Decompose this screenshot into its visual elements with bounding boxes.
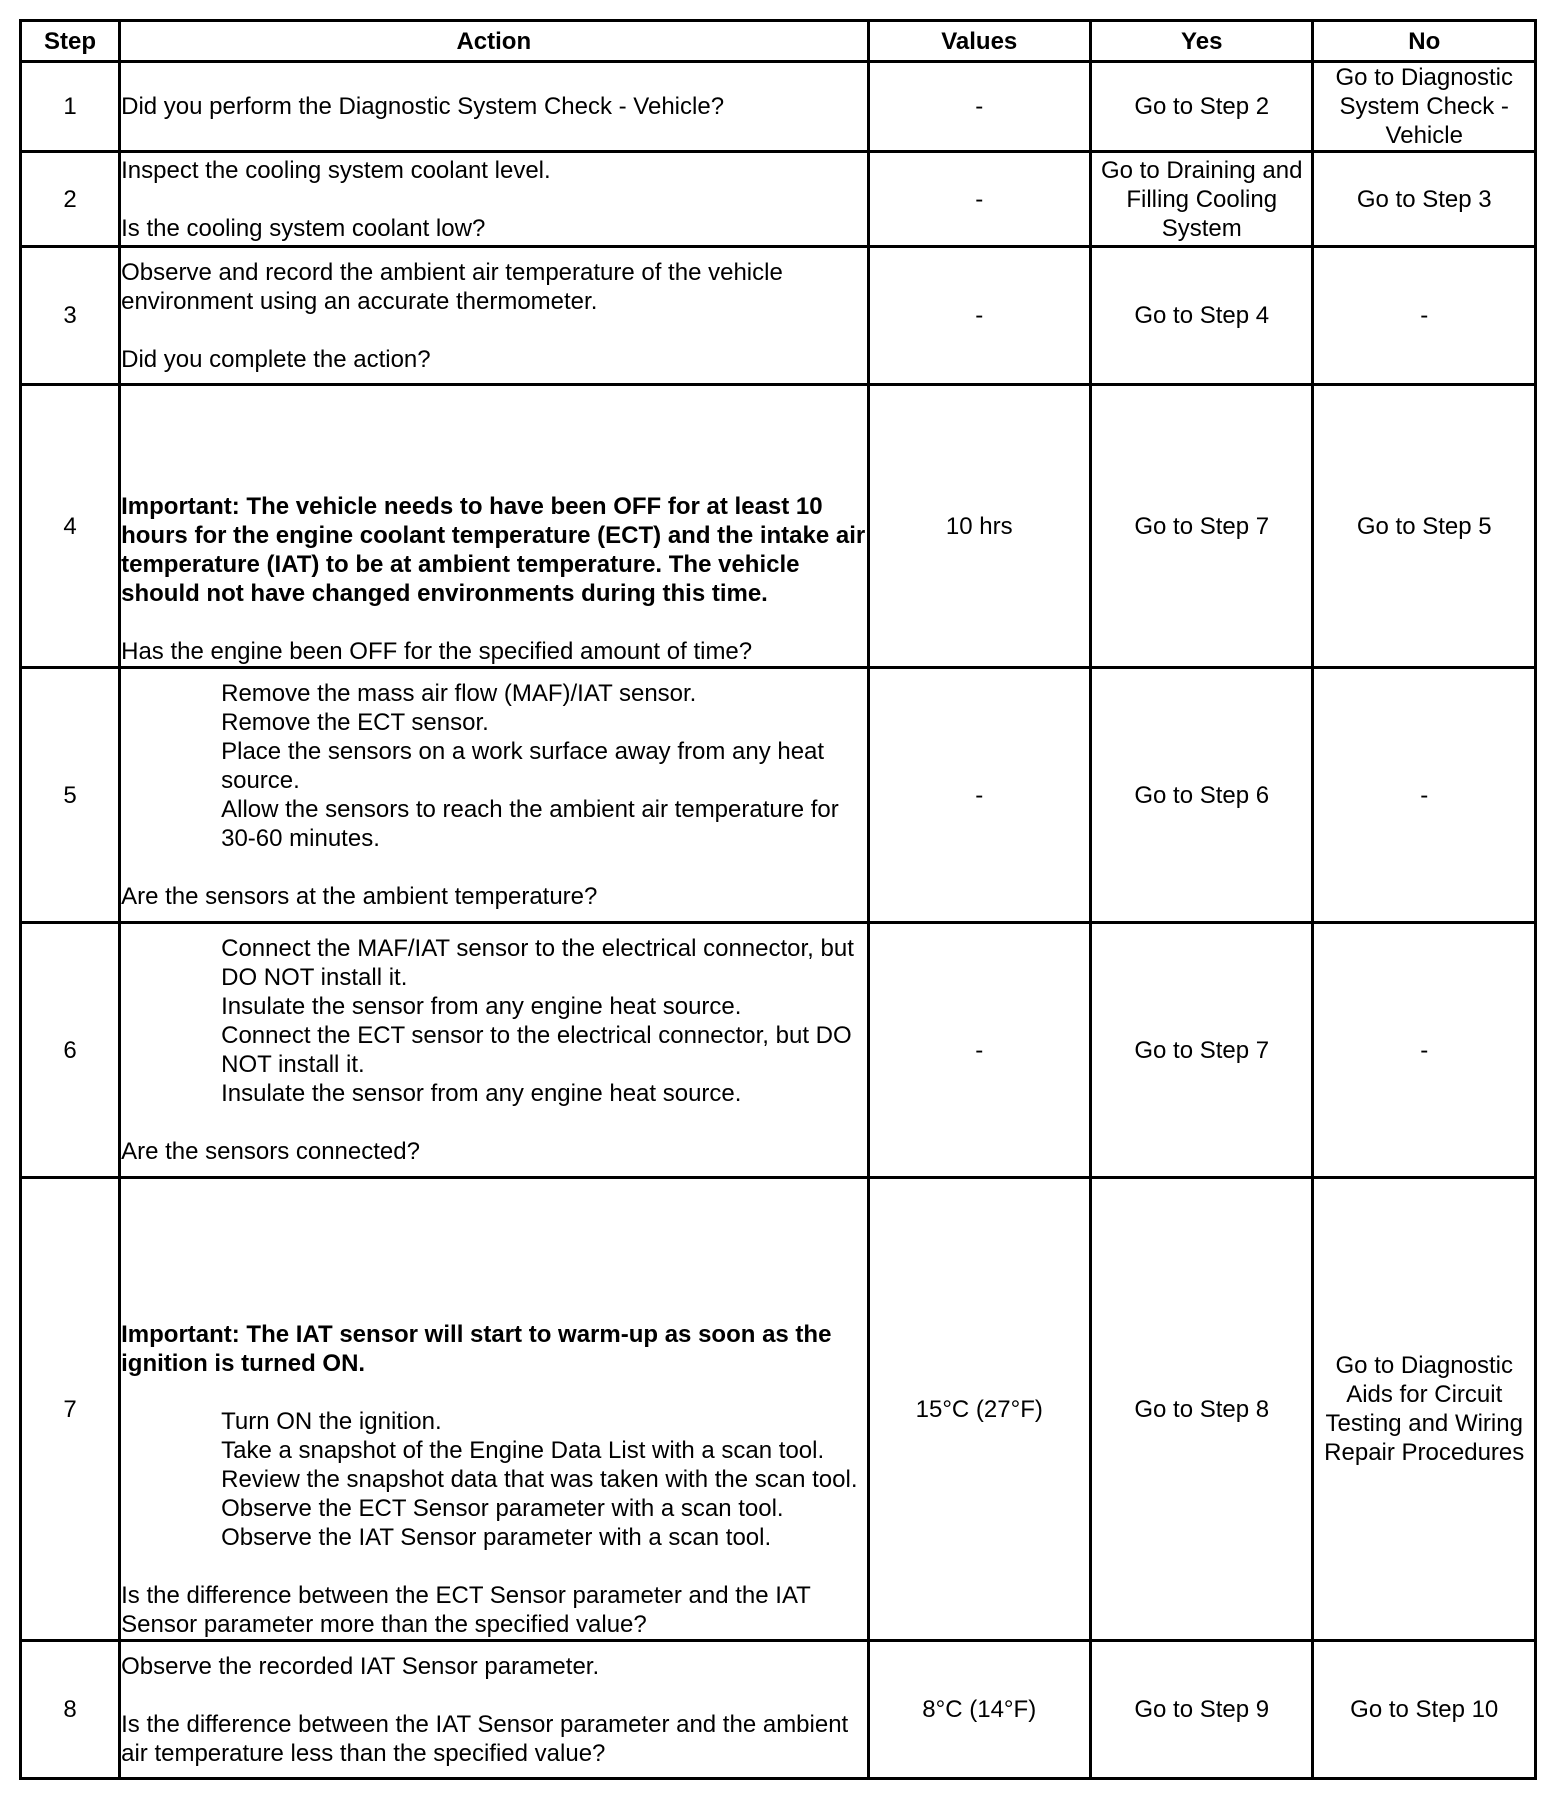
value-cell: - [868,923,1090,1178]
step-number: 3 [21,247,120,385]
action-question: Has the engine been OFF for the specified amount of time? [121,638,753,665]
step-number: 7 [21,1178,120,1641]
yes-link[interactable]: Go to Step 4 [1090,247,1312,385]
table-row [21,62,1536,152]
list-item: Insulate the sensor from any engine heat source. [221,993,742,1020]
action-question: Is the difference between the IAT Sensor parameter and the ambient air temperature less than the specified value? [121,1710,849,1767]
header-values: Values [868,21,1090,62]
list-item: Allow the sensors to reach the ambient air temperature for 30-60 minutes. [221,796,839,852]
no-link[interactable]: Go to Diagnostic System Check - Vehicle [1313,62,1536,152]
list-item: Connect the MAF/IAT sensor to the electrical connector, but DO NOT install it. [221,935,854,991]
action-question: Is the difference between the ECT Sensor parameter and the IAT Sensor parameter more than the specified value? [121,1582,811,1638]
yes-link[interactable]: Go to Step 6 [1090,668,1312,923]
header-yes: Yes [1090,21,1312,62]
step-number: 5 [21,668,120,923]
list-item: Observe the ECT Sensor parameter with a scan tool. [221,1495,784,1522]
header-no: No [1313,21,1536,62]
header-row [21,21,1536,62]
no-link[interactable]: Go to Step 10 [1313,1641,1536,1779]
value-cell: 8°C (14°F) [868,1641,1090,1779]
step-number: 4 [21,385,120,668]
step-number: 6 [21,923,120,1178]
step-number: 1 [21,62,120,152]
no-value: - [1313,923,1536,1178]
list-item: Observe the IAT Sensor parameter with a scan tool. [221,1524,772,1551]
action-cell [120,385,868,668]
list-item: Take a snapshot of the Engine Data List with a scan tool. [221,1437,825,1464]
action-text: Observe and record the ambient air temperature of the vehicle environment using an accurate thermometer. [121,258,783,315]
list-item: Remove the mass air flow (MAF)/IAT sensor. [221,680,697,707]
header-step: Step [21,21,120,62]
action-cell [120,152,868,247]
list-item: Turn ON the ignition. [221,1408,442,1435]
no-value: - [1313,247,1536,385]
value-cell: - [868,247,1090,385]
list-item: Review the snapshot data that was taken with the scan tool. [221,1466,858,1493]
list-item: Place the sensors on a work surface away from any heat source. [221,738,825,794]
yes-link[interactable]: Go to Step 7 [1090,385,1312,668]
no-link[interactable]: Go to Diagnostic Aids for Circuit Testing and Wiring Repair Procedures [1313,1178,1536,1641]
table-row [21,1641,1536,1779]
action-question: Are the sensors connected? [121,1138,420,1165]
value-cell: 15°C (27°F) [868,1178,1090,1641]
no-link[interactable]: Go to Step 3 [1313,152,1536,247]
action-question: Did you complete the action? [121,345,431,373]
value-cell: - [868,62,1090,152]
yes-link[interactable]: Go to Step 7 [1090,923,1312,1178]
yes-link[interactable]: Go to Draining and Filling Cooling System [1090,152,1312,247]
action-cell [120,923,868,1178]
action-cell [120,247,868,385]
action-cell [120,668,868,923]
table-row [21,152,1536,247]
list-item: Remove the ECT sensor. [221,709,489,736]
table-row [21,923,1536,1178]
action-text: Did you perform the Diagnostic System Check - Vehicle? [121,93,725,120]
action-cell [120,1178,868,1641]
action-text: Inspect the cooling system coolant level. [121,156,551,184]
table-row [21,1178,1536,1641]
diagnostic-table [19,19,1537,1780]
value-cell: 10 hrs [868,385,1090,668]
no-value: - [1313,668,1536,923]
table-row [21,247,1536,385]
value-cell: - [868,152,1090,247]
yes-link[interactable]: Go to Step 8 [1090,1178,1312,1641]
table-row [21,385,1536,668]
step-number: 2 [21,152,120,247]
action-text: Observe the recorded IAT Sensor parameter. [121,1652,600,1680]
yes-link[interactable]: Go to Step 9 [1090,1641,1312,1779]
action-question: Is the cooling system coolant low? [121,214,486,242]
no-link[interactable]: Go to Step 5 [1313,385,1536,668]
list-item: Connect the ECT sensor to the electrical connector, but DO NOT install it. [221,1022,852,1078]
step-number: 8 [21,1641,120,1779]
action-question: Are the sensors at the ambient temperature? [121,883,598,910]
header-action: Action [120,21,868,62]
value-cell: - [868,668,1090,923]
table-row [21,668,1536,923]
important-note: Important: The IAT sensor will start to warm-up as soon as the ignition is turned ON. [121,1321,832,1377]
list-item: Insulate the sensor from any engine heat source. [221,1080,742,1107]
action-cell [120,1641,868,1779]
important-note: Important: The vehicle needs to have been OFF for at least 10 hours for the engine coolant temperature (ECT) and the intake air temperature (IAT) to be at ambient temperature. The vehicle should not have changed environments during this time. [121,493,866,607]
yes-link[interactable]: Go to Step 2 [1090,62,1312,152]
action-cell [120,62,868,152]
